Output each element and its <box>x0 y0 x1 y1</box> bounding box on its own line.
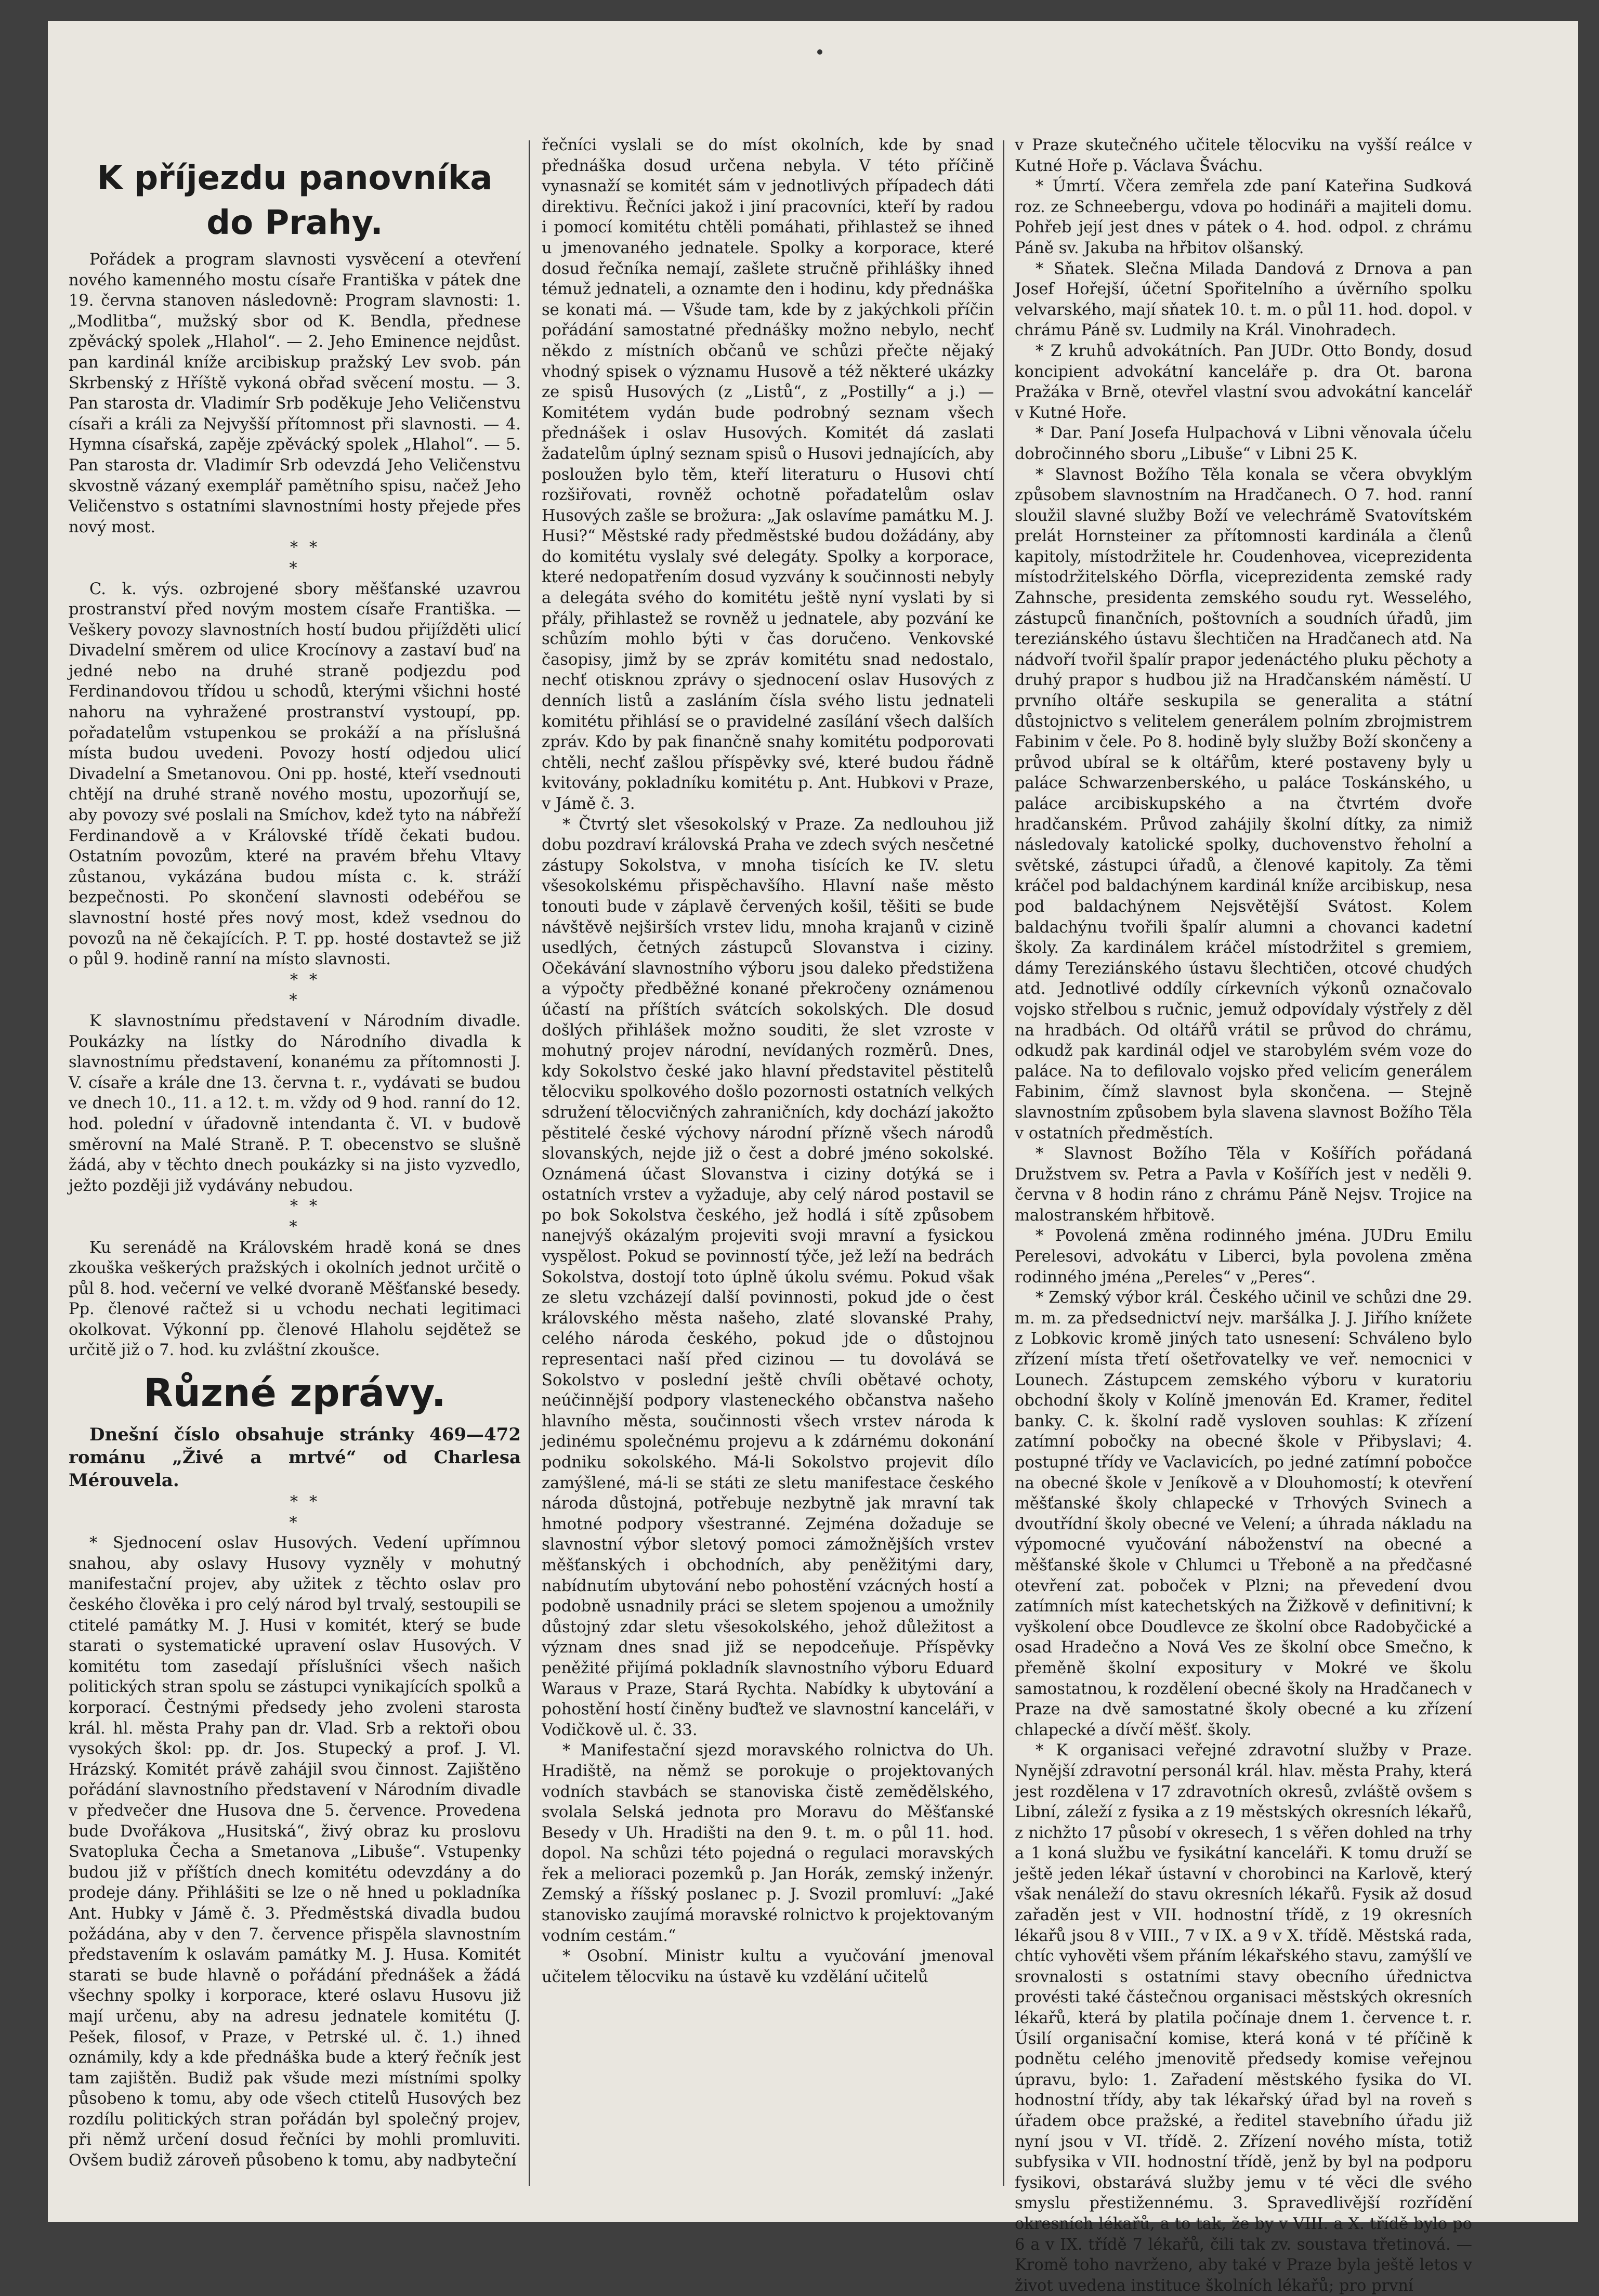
article-paragraph: * Zemský výbor král. Českého učinil ve schůzi dne 29. m. m. za předsednictví nejv. maršálka J. J. Jiřího knížete z Lobkovic kromě jiných tato usnesení: Schváleno bylo zřízení místa třetí ošetřovatelky ve veř. nemocnici v Lounech. Zástupcem zemského výboru v kuratoriu obchodní školy v Kolíně jmenován Ed. Kramer, ředitel banky. C. k. školní radě vysloven souhlas: K zřízení zatímní pobočky na obecné škole v Přibyslavi; 4. postupné třídy ve Vaclavicích, po jedné zatímní pobočce na obecné škole v Jeníkově a v Dlouhomostí; k otevření měšťanské školy chlapecké v Trhových Svinech a dvoutřídní školy obecné ve Velení; a úhrada nákladu na výpomocné vyučování náboženství na obecné a měšťanské škole v Chlumci u Třeboně a na předčasné otevření zat. poboček v Plzni; na převedení dvou zatímních míst katechetských na Žižkově v definitivní; k vyškolení obce Doudlevce ze školní obce Radobyčické a osad Hradečno a Nová Ves ze školní obce Smečno, k přeměně školní expositury v Mokré ve školu samostatnou, k rozdělení obecné školy na Hradčanech v Praze na dvě samostatné školy obecné a ku zřízení chlapecké a dívčí měšť. školy. <box>1015 1289 1472 1739</box>
article-paragraph: * Manifestační sjezd moravského rolnictva do Uh. Hradiště, na němž se porokuje o projektovaných vodních stavbách se stanoviska čistě zemědělského, svolala Selská jednota pro Moravu do Měšťanské Besedy v Uh. Hradišti na den 9. t. m. o půl 11. hod. dopol. Na schůzi této pojedná o regulaci moravských řek a melioraci pozemků p. Jan Horák, zemský inženýr. Zemský a říšský poslanec p. J. Svozil promluví: „Jaké stanovisko zaujímá moravské rolnictvo k projektovaným vodním cestám.“ <box>542 1741 994 1945</box>
novel-notice: Dnešní číslo obsahuje stránky 469—472 románu „Živé a mrtvé“ od Charlesa Mérouvela. <box>69 1424 521 1491</box>
article-paragraph: * K organisaci veřejné zdravotní služby v Praze. Nynější zdravotní personál král. hlav. města Prahy, která jest rozdělena v 17 zdravotních okresů, zvláště ovšem s Libní, záleží z fysika a z 19 městských okresních lékařů, z nichžto 17 působí v okresech, 1 s věřen dohled na trhy a 1 koná službu ve fysikátní kanceláři. K tomu druží se ještě jeden lékař ústavní v chorobinci na Karlově, který však nenáleží do stavu okresních lékařů. Fysik až dosud zařaděn jest v VII. hodnostní třídě, z 19 okresních lékařů jsou 8 v VIII., 7 v IX. a 9 v X. třídě. Městská rada, chtíc vyhověti všem přáním lékařského stavu, zamýšlí ve srovnalosti s ostatními stavy obecního úřednictva provésti také částečnou organisaci městských okresních lékařů, která by platila počínaje dnem 1. července t. r. Úsilí organisační komise, která koná v té příčině k podnětu celého jmenovitě předsedy komise veřejnou úpravu, bylo: 1. Zařadení městského fysika do VI. hodnostní třídy, aby tak lékařský úřad byl na roveň s úřadem obce pražské, a ředitel stavebního úřadu již nyní jsou v VI. třídě. 2. Zřízení nového místa, totiž subfysika v VII. hodnostní třídě, jenž by byl na podporu fysikovi, obstarává služby jemu v té věci dle svého smyslu přestižennému. 3. Spravedlivější rozřídění okresních lékařů, a to tak, že by v VIII. a X. třídě bylo po 6 a v IX. třídě 7 lékařů, čili tak zv. soustava třetinová. — Kromě toho navrženo, aby také v Praze byla ještě letos v život uvedena instituce školních lékařů; pro první <box>1015 1741 1472 2295</box>
separator-stars: * * * <box>289 1197 321 1236</box>
article-paragraph: Pořádek a program slavnosti vysvěcení a otevření nového kamenného mostu císaře Františka v pátek dne 19. června stanoven následovně: Program slavnosti: 1. „Modlitba“, mužský sbor od K. Bendla, přednese zpěvácký spolek „Hlahol“. — 2. Jeho Eminence nejdůst. pan kardinál kníže arcibiskup pražský Lev svob. pán Skrbenský z Hříště vykoná obřad svěcení mostu. — 3. Pan starosta dr. Vladimír Srb poděkuje Jeho Veličenstvu císaři a králi za Nejvyšší přítomnost při slavnosti. — 4. Hymna císařská, zapěje zpěvácký spolek „Hlahol“. — 5. Pan starosta dr. Vladimír Srb odevzdá Jeho Veličenstvu skvostně vázaný exemplář pamětního spisu, načež Jeho Veličenstvo s ostatními slavnostními hosty přejede přes nový most. <box>69 251 521 536</box>
separator-stars: * * * <box>289 1493 321 1532</box>
article-paragraph: K slavnostnímu představení v Národním divadle. Poukázky na lístky do Národního divadla k slavnostnímu představení, konanému za přítomnosti J. V. císaře a krále dne 13. června t. r., vydávati se budou ve dnech 10., 11. a 12. t. m. vždy od 9 hod. ranní do 12. hod. polední v úřadovně intendanta č. VI. v budově směrovní na Malé Straně. P. T. obecenstvo se slušně žádá, aby v těchto dnech poukázky si na jisto vyzvedlo, ježto později již vydávány nebudou. <box>69 1012 521 1195</box>
article-paragraph: řečníci vyslali se do míst okolních, kde by snad přednáška dosud určena nebyla. V této příčině vynasnaží se komitét sám v jednotlivých případech dáti direktivu. Řečníci jakož i jiní pracovníci, kteří by radou i pomocí komitétu chtěli pomáhati, přihlastež se ihned u jmenovaného jednatele. Spolky a korporace, které dosud řečníka nemají, zašlete stručně přihlášky ihned témuž jednateli, a oznamte den i hodinu, kdy přednáška se konati má. — Všude tam, kde by z jakýchkoli příčin pořádání samostatné přednášky možno nebylo, nechť někdo z místních občanů ve schůzi přečte nějaký vhodný spisek o významu Husově a též některé ukázky ze spisů Husových (z „Listů“, z „Postilly“ a j.) — Komitétem vydán bude podrobný seznam všech přednášek i oslav Husových. Komitét dá zaslati žadatelům úplný seznam spisů o Husovi jednajících, aby posloužen bylo těm, kteří literaturu o Husovi chtí rozšiřovati, rovněž ochotně pořadatelům oslav Husových zašle se brožura: „Jak oslavíme památku M. J. Husi?“ Městské rady předměstské budou dožádány, aby do komitétu vyslaly své delegáty. Spolky a korporace, které nedopatřením dosud vyzvány k součinnosti nebyly a delegáta svého do komitétu ještě nyní vyslati by si přály, přihlastež se rovněž u jednatele, aby pozvání ke schůzím mohlo býti v čas doručeno. Venkovské časopisy, jimž by se zpráv komitétu snad nedostalo, nechť otisknou zprávy o sjednocení oslav Husových z denních listů a zasláním čísla svého listu jednateli komitétu přihlásí se o pravidelné zasílání všech dalších zpráv. Kdo by pak finančně snahy komitétu podporovati chtěli, nechť zašlou příspěvky své, které budou řádně kvitovány, pokladníku komitétu p. Ant. Hubkovi v Praze, v Jámě č. 3. <box>542 136 994 813</box>
article-paragraph: * Osobní. Ministr kultu a vyučování jmenoval učitelem tělocviku na ústavě ku vzdělání učitelů <box>542 1947 994 1986</box>
column-1 <box>69 135 521 2191</box>
article-paragraph: * Čtvrtý slet všesokolský v Praze. Za nedlouhou již dobu pozdraví královská Praha ve zdech svých nesčetné zástupy Sokolstva, v mnoha tisících ke IV. sletu všesokolskému přispěchavšího. Hlavní naše město tonouti bude v záplavě červených košil, těšiti se bude návštěvě nejširších vrstev lidu, mnoha krajanů v cizině usedlých, četných zástupců Slovanstva i ciziny. Očekávání slavnostního výboru jsou daleko předstižena a výpočty předběžné konané překročeny oznámenou účastí na příštích svátcích sokolských. Dle dosud došlých přihlášek možno souditi, že slet vzroste v mohutný projev národní, nevídaných rozměrů. Dnes, kdy Sokolstvo české jako hlavní představitel pěstitelů tělocviku spolkového došlo pozornosti ostatních velkých sdružení tělocvičných zahraničních, kdy dochází jakožto pěstitelé české výchovy národní přízně všech národů slovanských, nejde již o čest a dobré jméno sokolské. Oznámená účast Slovanstva i ciziny dotýká se i ostatních vrstev a vyžaduje, aby celý národ postavil se po bok Sokolstva českého, jež hodlá i sítě způsobem nanejvýš okázalým projeviti svoji mravní a fysickou vyspělost. Pokud se povinností týče, jež leží na bedrách Sokolstva, dostojí toto úplně úkolu svému. Pokud však ze sletu vzcházejí další povinnosti, pokud jde o čest královského města našeho, zlaté slovanské Prahy, celého národa českého, pokud jde o důstojnou representaci naší před cizinou — tu dovolává se Sokolstvo v poslední ještě chvíli obětavé ochoty, neúčinnější podpory vlasteneckého občanstva našeho hlavního města, součinnosti všech vrstev národa k jedinému společnému projevu a k zdárnému dokonání podniku sokolského. Má-li Sokolstvo projevit dílo zamýšlené, má-li se státi ze sletu manifestace českého národa důstojná, potřebuje nezbytně jak mravní tak hmotné podpory všestranné. Zejména dožaduje se slavnostní výbor sletový pomoci zámožnějších vrstev měšťanských i obchodních, aby peněžitými dary, nabídnutím ubytování nebo pohostění vzácných hostí a podobně usnadnily práci se sletem spojenou a umožnily důstojný zdar sletu všesokolského, jehož důležitost a význam dnes snad již se nepodceňuje. Příspěvky peněžité přijímá pokladník slavnostního výboru Eduard Waraus v Praze, Stará Rychta. Nabídky k ubytování a pohostění hostí činěny buďtež ve slavnostní kanceláři, v Vodičkově ul. č. 33. <box>542 815 994 1739</box>
article-paragraph: * Z kruhů advokátních. Pan JUDr. Otto Bondy, dosud koncipient advokátní kanceláře p. dra Ot. barona Pražáka v Brně, otevřel vlastní svou advokátní kancelář v Kutné Hoře. <box>1015 342 1472 422</box>
article-paragraph: * Povolená změna rodinného jména. JUDru Emilu Perelesovi, advokátu v Liberci, byla povolena změna rodinného jména „Pereles“ v „Peres“. <box>1015 1227 1472 1287</box>
separator-stars: * * * <box>289 970 321 1010</box>
newspaper-page <box>48 21 1578 2295</box>
separator-stars: * * * <box>289 539 321 578</box>
column-3 <box>1015 135 1472 2295</box>
ink-dot <box>817 49 822 55</box>
article-paragraph: Ku serenádě na Královském hradě koná se dnes zkouška veškerých pražských i okolních jednot určitě o půl 8. hod. večerní ve velké dvoraně Měšťanské besedy. Pp. členové račtež si u vchodu nechati legitimaci okolkovat. Výkonní pp. členové Hlaholu sejdětež se určitě již o 7. hod. ku zvláštní zkoušce. <box>69 1238 521 1360</box>
column-2 <box>542 135 994 2191</box>
headline: K příjezdu panovníka do Prahy. <box>97 159 493 242</box>
article-paragraph: * Sňatek. Slečna Milada Dandová z Drnova a pan Josef Hořejší, účetní Spořitelního a úvěrního spolku velvarského, mají sňatek 10. t. m. o půl 11. hod. dopol. v chrámu Páně sv. Ludmily na Král. Vinohradech. <box>1015 259 1472 340</box>
section-title: Různé zprávy. <box>143 1371 446 1416</box>
article-paragraph: * Sjednocení oslav Husových. Vedení upřímnou snahou, aby oslavy Husovy vyzněly v mohutný manifestační projev, aby užitek z těchto oslav pro českého člověka i pro celý národ byl trvalý, sestoupili se ctitelé památky M. J. Husi v komitét, který se bude starati o systematické upravení oslav Husových. V komitétu tom zasedají příslušníci všech našich politických stran spolu se zástupci vynikajících spolků a korporací. Čestnými předsedy jeho zvoleni starosta král. hl. města Prahy pan dr. Vlad. Srb a rektoři obou vysokých škol: pp. dr. Jos. Stupecký a prof. J. Vl. Hrázský. Komitét právě zahájil svou činnost. Zajištěno pořádání slavnostního představení v Národním divadle v předvečer dne Husova dne 5. července. Provedena bude Dvořákova „Husitská“, živý obraz ku proslovu Svatopluka Čecha a Smetanova „Libuše“. Vstupenky budou již v příštích dnech komitétu odevzdány a do prodeje dány. Přihlášiti se lze o ně hned u pokladníka Ant. Hubky v Jámě č. 3. Předměstská divadla budou požádána, aby v den 7. července přispěla slavnostním představením k oslavám památky M. J. Husa. Komitét starati se bude hlavně o pořádání přednášek a žádá všechny spolky i korporace, které oslavu Husovu již mají určenu, aby na adresu jednatele komitétu (J. Pešek, filosof, v Praze, v Petrské ul. č. 1.) ihned oznámily, kdy a kde přednáška bude a který řečník jest tam zajištěn. Budiž pak všude mezi místními spolky působeno k tomu, aby ode všech ctitelů Husových bez rozdílu politických stran pořádán byl společný projev, při němž určení dosud řečníci by mohli promluviti. Ovšem budiž zároveň působeno k tomu, aby nadbyteční <box>69 1534 521 2170</box>
article-paragraph: * Dar. Paní Josefa Hulpachová v Libni věnovala účelu dobročinného sboru „Libuše“ v Libni 25 K. <box>1015 424 1472 463</box>
column-rule <box>529 140 530 2186</box>
column-rule <box>1003 140 1004 2186</box>
article-paragraph: C. k. výs. ozbrojené sbory měšťanské uzavrou prostranství před novým mostem císaře Františka. — Veškery povozy slavnostních hostí budou přijížděti ulicí Divadelní směrem od ulice Krocínovy a zastaví buď na jedné nebo na druhé straně podjezdu pod Ferdinandovou třídou u schodů, kterými všichni hosté nahoru na vyhražené prostranství vystoupí, pp. pořadatelům vstupenkou se prokáží a na příslušná místa budou uvedeni. Povozy hostí odjedou ulicí Divadelní a Smetanovou. Oni pp. hosté, kteří vsednouti chtějí na druhé straně nového mostu, upozorňují se, aby povozy své poslali na Smíchov, kdež tyto na nábřeží Ferdinandově a v Královské třídě čekati budou. Ostatním povozům, které na pravém břehu Vltavy zůstanou, vykázána budou místa c. k. stráží bezpečnosti. Po skončení slavnosti odebéřou se slavnostní hosté přes nový most, kdež vsednou do povozů na ně čekajících. P. T. pp. hosté dostavtež se již o půl 9. hodině ranní na místo slavnosti. <box>69 580 521 969</box>
article-paragraph: * Slavnost Božího Těla konala se včera obvyklým způsobem slavnostním na Hradčanech. O 7. hod. ranní sloužil slavné služby Boží ve velechrámě Svatovítském prelát Hornsteiner za přítomnosti kardinála a členů kapitoly, místodržitele hr. Coudenhovea, viceprezidenta místodržitelského Dörfla, viceprezidenta zemské rady Zahnsche, presidenta zemského soudu ryt. Wesselého, zástupců finančních, poštovních a soudních úřadů, jim tereziánského ústavu šlechtičen na Hradčanech atd. Na nádvoří tvořil špalír prapor jedenáctého pluku pěchoty a druhý prapor s hudbou již na Hradčanském náměstí. U prvního oltáře seskupila se generalita a státní důstojnictvo s velitelem generálem polním zbrojmistrem Fabinim v čele. Po 8. hodině byly služby Boží skončeny a průvod ubíral se k oltářům, které postaveny byly u paláce Schwarzenberského, u paláce Toskánského, u paláce arcibiskupského a na čtvrtém dvoře hradčanském. Průvod zahájily školní dítky, za nimiž následovaly katolické spolky, duchovenstvo řeholní a světské, zástupci úřadů, a členové kapitoly. Za těmi kráčel pod baldachýnem kardinál kníže arcibiskup, nesa pod baldachýnem Nejsvětější Svátost. Kolem baldachýnu tvořili špalír alumni a chovanci kadetní školy. Za kardinálem kráčel místodržitel s gremiem, dámy Tereziánského ústavu šlechtičen, otcové chudých atd. Jednotlivé oddíly církevních výkonů označovalo vojsko střelbou s ručnic, jemuž odpovídaly výstřely z děl na hradbách. Od oltářů vrátil se průvod do chrámu, odkudž pak kardinál odjel ve starobylém svém voze do paláce. Na to defilovalo vojsko před velicím generálem Fabinim, čímž slavnost byla skončena. — Stejně slavnostním způsobem byla slavena slavnost Božího Těla v ostatních předměstích. <box>1015 465 1472 1143</box>
article-paragraph: * Slavnost Božího Těla v Košířích pořádaná Družstvem sv. Petra a Pavla v Košířích jest v neděli 9. června v 8 hodin ráno z chrámu Páně Nejsv. Trojice na malostranském hřbitově. <box>1015 1145 1472 1225</box>
article-paragraph: * Úmrtí. Včera zemřela zde paní Kateřina Sudková roz. ze Schneebergu, vdova po hodináři a majiteli domu. Pohřeb její jest dnes v pátek o 4. hod. odpol. z chrámu Páně sv. Jakuba na hřbitov olšanský. <box>1015 177 1472 257</box>
article-paragraph: v Praze skutečného učitele tělocviku na vyšší reálce v Kutné Hoře p. Václava Šváchu. <box>1015 136 1472 175</box>
